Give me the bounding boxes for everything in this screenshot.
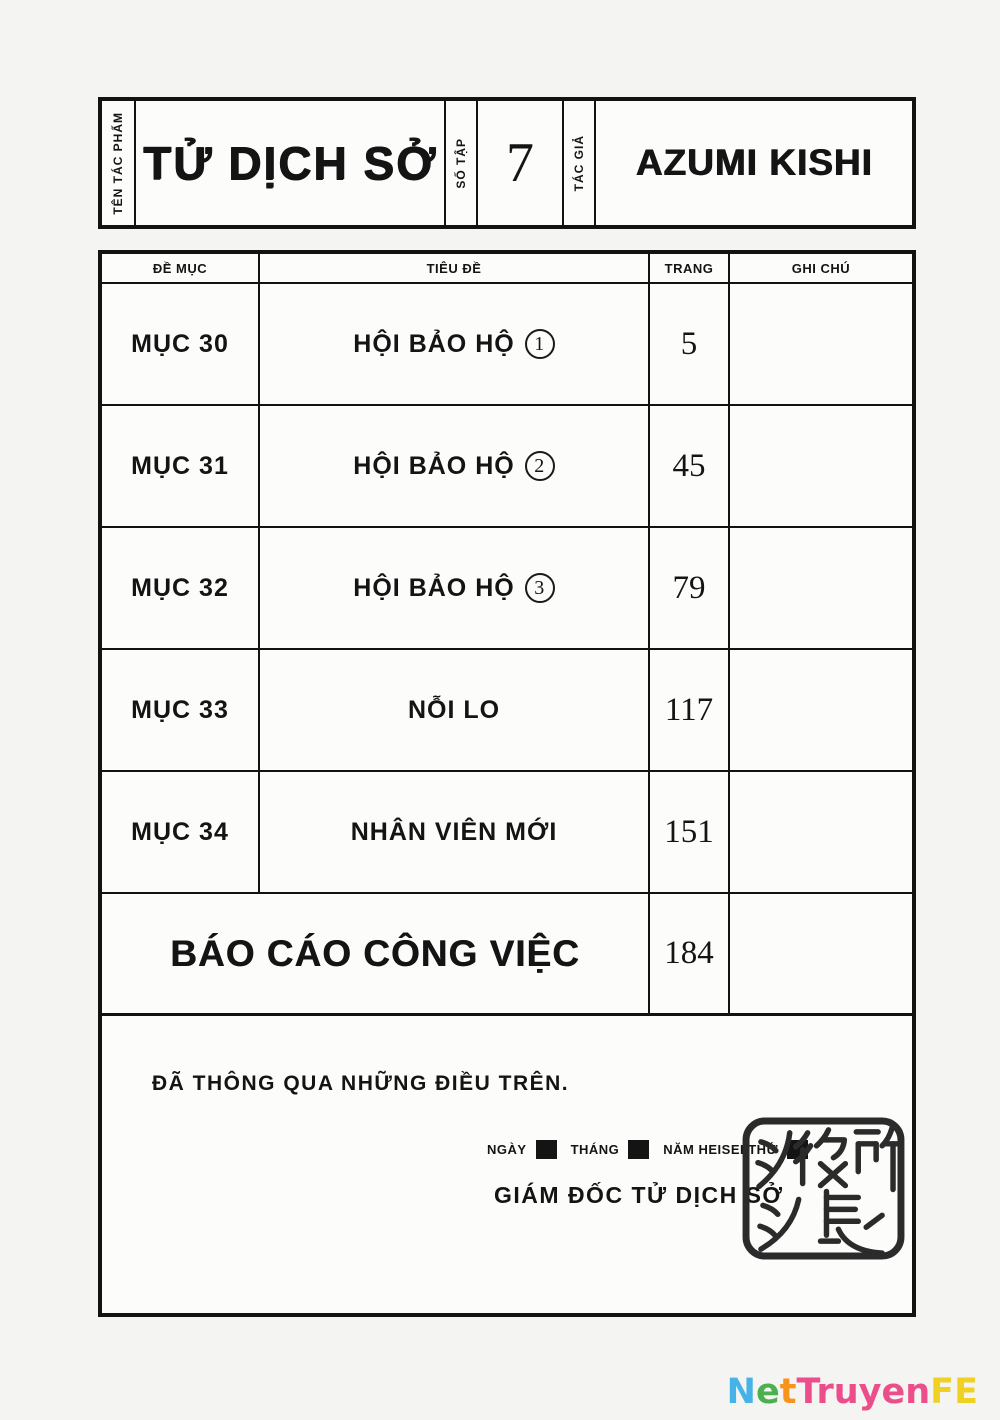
row-note [730,650,912,770]
row-item: MỤC 34 [102,772,260,892]
toc-header-row [102,254,912,284]
circled-number: 1 [525,329,555,359]
watermark-letter: N [726,1372,756,1412]
table-row [102,406,912,528]
watermark-letter: E [954,1372,978,1412]
work-title-label: TÊN TÁC PHẨM [111,111,125,215]
row-title: HỘI BẢO HỘ [353,573,515,602]
row-title-cell [260,650,650,770]
table-row [102,650,912,772]
volume-label: SỐ TẬP [454,137,468,189]
signer-title: GIÁM ĐỐC TỬ DỊCH SỞ [494,1182,784,1208]
summary-page: 184 [650,894,730,1013]
volume-label-cell [444,101,478,225]
table-row [102,528,912,650]
watermark-letter: e [755,1372,780,1412]
toc-table [98,250,916,1317]
table-row [102,284,912,406]
row-title: NHÂN VIÊN MỚI [350,817,558,846]
row-page: 117 [650,650,730,770]
watermark-letter: n [905,1372,931,1412]
approval-footer [102,1016,912,1313]
watermark-letter: y [858,1372,882,1412]
row-note [730,406,912,526]
author-name: AZUMI KISHI [635,142,873,183]
month-fill-box [628,1140,649,1159]
row-item: MỤC 31 [102,406,260,526]
table-row [102,772,912,894]
row-page: 151 [650,772,730,892]
year-label: NĂM HEISEI THỨ [663,1142,778,1157]
row-title: HỘI BẢO HỘ [353,451,515,480]
col-header-item: ĐỀ MỤC [102,254,260,282]
row-page: 5 [650,284,730,404]
director-seal-stamp [741,1116,906,1261]
summary-note [730,894,912,1013]
day-label: NGÀY [487,1142,527,1157]
author-label-cell [562,101,596,225]
author-label: TÁC GIẢ [572,134,586,192]
watermark-letter: F [930,1372,955,1412]
col-header-page: TRANG [650,254,730,282]
work-title-label-cell [102,101,136,225]
row-title-cell [260,528,650,648]
circled-number: 3 [525,573,555,603]
watermark-letter: T [796,1372,817,1412]
row-item: MỤC 33 [102,650,260,770]
summary-title: BÁO CÁO CÔNG VIỆC [102,894,650,1013]
row-page: 79 [650,528,730,648]
volume-number: 7 [506,132,534,194]
row-title-cell [260,772,650,892]
row-title-cell [260,406,650,526]
watermark-letter: u [833,1372,859,1412]
volume-number-cell [478,101,562,225]
site-watermark [727,1372,978,1412]
watermark-letter: e [881,1372,906,1412]
row-item: MỤC 32 [102,528,260,648]
row-note [730,528,912,648]
month-label: THÁNG [570,1142,620,1157]
col-header-note: GHI CHÚ [791,260,851,276]
watermark-letter: t [779,1372,797,1412]
work-title: TỬ DỊCH SỞ [142,137,438,189]
row-note [730,284,912,404]
row-item: MỤC 30 [102,284,260,404]
watermark-letter: r [816,1372,834,1412]
col-header-title: TIÊU ĐỀ [260,254,650,282]
work-title-cell [136,101,444,225]
day-fill-box [536,1140,557,1159]
author-name-cell [596,101,912,225]
row-title: NỖI LO [407,695,501,724]
approval-text: ĐÃ THÔNG QUA NHỮNG ĐIỀU TRÊN. [152,1072,570,1095]
summary-row [102,894,912,1016]
row-note [730,772,912,892]
title-header-box [98,97,916,229]
row-title: HỘI BẢO HỘ [353,329,515,358]
circled-number: 2 [525,451,555,481]
row-page: 45 [650,406,730,526]
row-title-cell [260,284,650,404]
